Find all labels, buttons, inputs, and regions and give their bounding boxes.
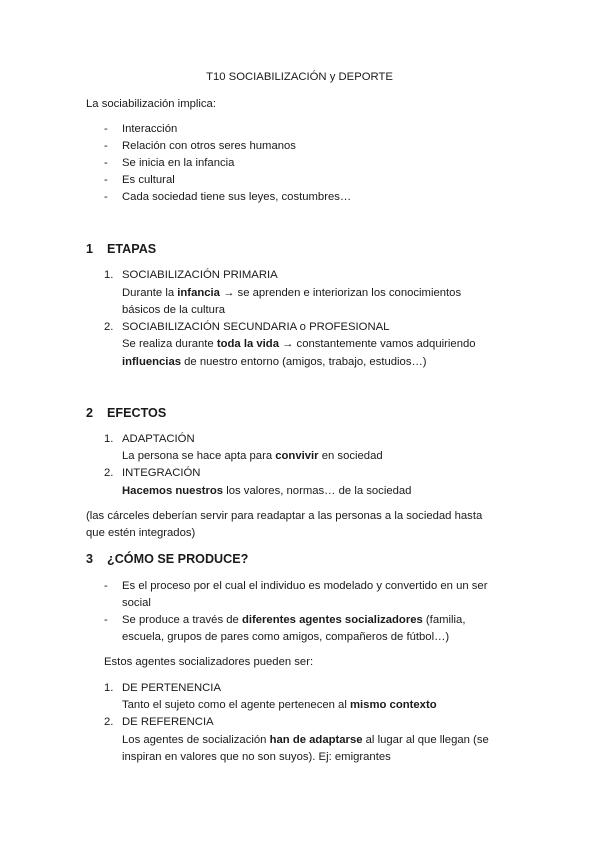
emphasis: Hacemos nuestros	[122, 485, 224, 497]
note-text: (las cárceles deberían servir para readaptar a las personas a la sociedad hasta	[86, 510, 483, 522]
list-item: Se inicia en la infancia	[122, 157, 235, 169]
list-item: escuela, grupos de pares como amigos, compañeros de fútbol…)	[122, 631, 450, 643]
bullet-dash: -	[104, 580, 108, 592]
bullet-dash: -	[104, 157, 108, 169]
item-number: 1.	[104, 682, 114, 694]
section-number: 1	[86, 242, 94, 256]
list-item: Es el proceso por el cual el individuo es modelado y convertido en un ser	[122, 580, 488, 592]
item-label: SOCIABILIZACIÓN PRIMARIA	[122, 269, 278, 281]
list-item: Relación con otros seres humanos	[122, 140, 296, 152]
emphasis: convivir	[275, 450, 319, 462]
bullet-dash: -	[104, 191, 108, 203]
item-text: Se realiza durante toda la vida → constantemente vamos adquiriendo	[122, 338, 476, 350]
item-text: influencias de nuestro entorno (amigos, trabajo, estudios…)	[122, 356, 427, 368]
bullet-dash: -	[104, 174, 108, 186]
page-title: T10 SOCIABILIZACIÓN y DEPORTE	[206, 71, 393, 83]
section-heading: EFECTOS	[107, 406, 167, 420]
section-heading: ETAPAS	[107, 242, 157, 256]
item-text: inspiran en valores que no son suyos). Ej: emigrantes	[122, 751, 391, 763]
list-item: Interacción	[122, 123, 178, 135]
list-item: Cada sociedad tiene sus leyes, costumbres…	[122, 191, 352, 203]
section-number: 2	[86, 406, 94, 420]
item-text: básicos de la cultura	[122, 304, 225, 316]
item-text: Durante la infancia → se aprenden e interiorizan los conocimientos	[122, 287, 462, 299]
item-number: 2.	[104, 716, 114, 728]
emphasis: toda la vida	[216, 338, 279, 350]
emphasis: diferentes agentes socializadores	[241, 614, 423, 626]
item-label: DE REFERENCIA	[122, 716, 214, 728]
item-label: DE PERTENENCIA	[122, 682, 221, 694]
intro-text: La sociabilización implica:	[86, 98, 216, 110]
bullet-dash: -	[104, 140, 108, 152]
emphasis: influencias	[122, 356, 182, 368]
list-item: Se produce a través de diferentes agentes socializadores (familia,	[122, 614, 466, 626]
item-text: Los agentes de socialización han de adaptarse al lugar al que llegan (se	[122, 734, 489, 746]
item-text: Tanto el sujeto como el agente pertenecen al mismo contexto	[122, 699, 437, 711]
bullet-dash: -	[104, 614, 108, 626]
list-item: Es cultural	[122, 174, 175, 186]
agents-intro: Estos agentes socializadores pueden ser:	[104, 656, 314, 668]
item-text: La persona se hace apta para convivir en sociedad	[122, 450, 383, 462]
item-label: ADAPTACIÓN	[122, 433, 195, 445]
item-label: SOCIABILIZACIÓN SECUNDARIA o PROFESIONAL	[122, 321, 390, 333]
bullet-dash: -	[104, 123, 108, 135]
section-heading: ¿CÓMO SE PRODUCE?	[107, 552, 249, 566]
item-text: Hacemos nuestros los valores, normas… de la sociedad	[122, 485, 412, 497]
item-label: INTEGRACIÓN	[122, 467, 201, 479]
item-number: 1.	[104, 433, 114, 445]
item-number: 2.	[104, 321, 114, 333]
emphasis: infancia	[177, 287, 220, 299]
emphasis: mismo contexto	[349, 699, 437, 711]
item-number: 1.	[104, 269, 114, 281]
emphasis: han de adaptarse	[269, 734, 363, 746]
item-number: 2.	[104, 467, 114, 479]
section-number: 3	[86, 552, 94, 566]
list-item: social	[122, 597, 151, 609]
note-text: que estén integrados)	[86, 527, 196, 539]
